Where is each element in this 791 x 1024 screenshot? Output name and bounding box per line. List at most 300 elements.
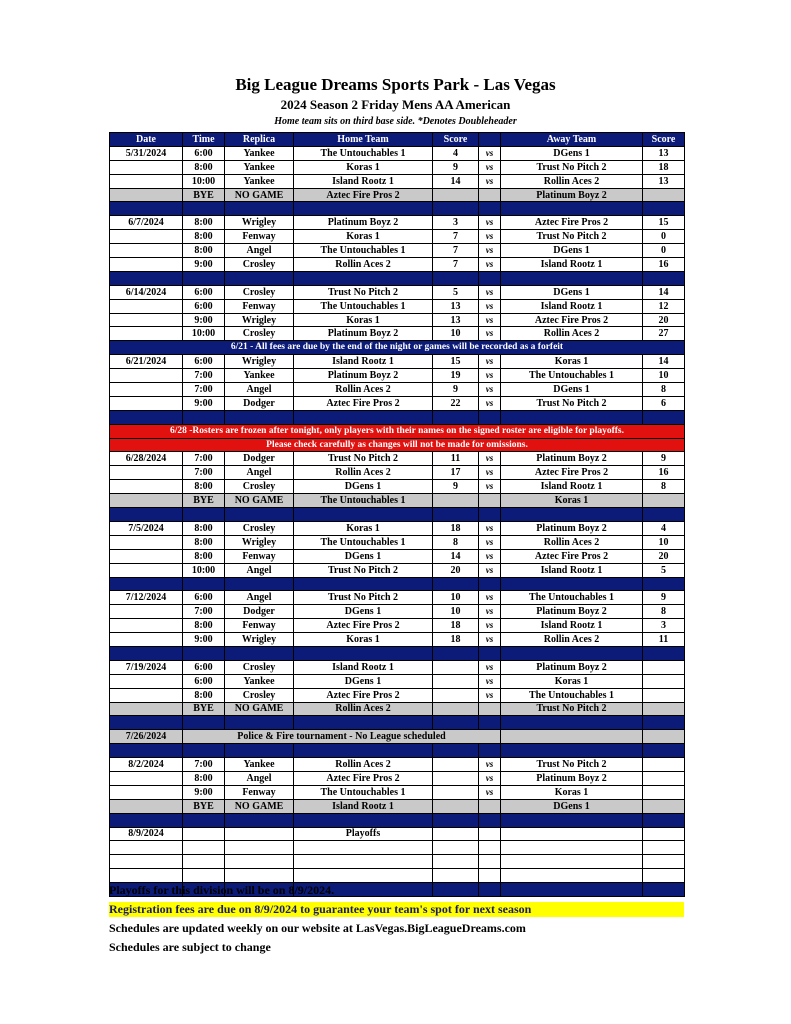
away-score-cell: 13	[643, 146, 685, 160]
separator-cell	[225, 744, 294, 758]
page-subtitle: 2024 Season 2 Friday Mens AA American	[280, 97, 511, 112]
home-score-cell: 18	[433, 633, 479, 647]
week-separator	[110, 716, 685, 730]
home-score-cell: 8	[433, 535, 479, 549]
date-cell	[110, 258, 183, 272]
separator-cell	[183, 577, 225, 591]
schedule-table	[109, 132, 685, 897]
home-score-cell: 14	[433, 549, 479, 563]
schedule-body	[110, 146, 685, 896]
game-row	[110, 466, 685, 480]
separator-cell	[643, 813, 685, 827]
vs-cell: vs	[479, 674, 501, 688]
home-team-cell: Trust No Pitch 2	[294, 452, 433, 466]
time-cell: 10:00	[183, 327, 225, 341]
date-cell	[110, 313, 183, 327]
home-score-cell: 13	[433, 299, 479, 313]
replica-cell: Wrigley	[225, 313, 294, 327]
home-team-cell: Island Rootz 1	[294, 174, 433, 188]
home-score-cell: 13	[433, 313, 479, 327]
date-cell	[110, 466, 183, 480]
col-vs-header	[479, 133, 501, 147]
away-score-cell	[643, 188, 685, 202]
home-team-cell: DGens 1	[294, 605, 433, 619]
game-row	[110, 660, 685, 674]
home-team-cell: DGens 1	[294, 674, 433, 688]
home-score-cell: 9	[433, 383, 479, 397]
vs-cell: vs	[479, 521, 501, 535]
separator-cell	[294, 271, 433, 285]
game-row	[110, 521, 685, 535]
date-cell	[110, 799, 183, 813]
separator-cell	[643, 271, 685, 285]
time-cell: 8:00	[183, 688, 225, 702]
separator-cell	[225, 813, 294, 827]
time-cell: 6:00	[183, 660, 225, 674]
vs-cell: vs	[479, 633, 501, 647]
home-score-cell: 14	[433, 174, 479, 188]
separator-cell	[433, 716, 479, 730]
home-score-cell: 4	[433, 146, 479, 160]
replica-cell: Dodger	[225, 396, 294, 410]
home-score-cell	[433, 785, 479, 799]
home-score-cell: 10	[433, 605, 479, 619]
separator-cell	[110, 577, 183, 591]
date-cell	[110, 174, 183, 188]
game-row	[110, 591, 685, 605]
game-row	[110, 688, 685, 702]
time-cell: 9:00	[183, 633, 225, 647]
week-separator	[110, 508, 685, 522]
col-away-score-header: Score	[643, 133, 685, 147]
time-cell: 6:00	[183, 285, 225, 299]
time-cell: 7:00	[183, 383, 225, 397]
away-team-cell: Trust No Pitch 2	[501, 230, 643, 244]
col-away-team-header: Away Team	[501, 133, 643, 147]
week-separator	[110, 271, 685, 285]
home-team-cell	[294, 869, 433, 883]
home-score-cell: 9	[433, 160, 479, 174]
away-team-cell: DGens 1	[501, 146, 643, 160]
vs-cell	[479, 494, 501, 508]
separator-cell	[110, 508, 183, 522]
home-score-cell	[433, 799, 479, 813]
game-row	[110, 244, 685, 258]
empty-cell	[501, 730, 643, 744]
game-row	[110, 258, 685, 272]
away-team-cell: The Untouchables 1	[501, 688, 643, 702]
separator-cell	[183, 508, 225, 522]
home-team-cell: Koras 1	[294, 633, 433, 647]
date-cell: 8/2/2024	[110, 758, 183, 772]
home-score-cell	[433, 771, 479, 785]
away-team-cell: Island Rootz 1	[501, 563, 643, 577]
home-team-cell: Trust No Pitch 2	[294, 591, 433, 605]
date-cell	[110, 785, 183, 799]
week-separator	[110, 744, 685, 758]
home-score-cell: 17	[433, 466, 479, 480]
away-score-cell: 14	[643, 355, 685, 369]
game-row	[110, 216, 685, 230]
vs-cell: vs	[479, 688, 501, 702]
empty-cell	[643, 730, 685, 744]
time-cell: 8:00	[183, 160, 225, 174]
time-cell: 8:00	[183, 535, 225, 549]
separator-cell	[225, 271, 294, 285]
replica-cell: NO GAME	[225, 799, 294, 813]
home-score-cell: 20	[433, 563, 479, 577]
vs-cell: vs	[479, 285, 501, 299]
time-cell: 9:00	[183, 785, 225, 799]
separator-cell	[643, 883, 685, 897]
time-cell: 8:00	[183, 244, 225, 258]
home-team-cell: Platinum Boyz 2	[294, 216, 433, 230]
replica-cell: NO GAME	[225, 188, 294, 202]
time-cell: 7:00	[183, 758, 225, 772]
vs-cell	[479, 841, 501, 855]
replica-cell: Yankee	[225, 758, 294, 772]
separator-cell	[433, 577, 479, 591]
time-cell: 8:00	[183, 230, 225, 244]
replica-cell: Wrigley	[225, 355, 294, 369]
separator-cell	[433, 271, 479, 285]
notice-text: Please check carefully as changes will not be made for omissions.	[110, 438, 685, 452]
home-score-cell: 11	[433, 452, 479, 466]
time-cell: 6:00	[183, 355, 225, 369]
footer-disclaimer: Schedules are subject to change	[109, 940, 271, 954]
vs-cell: vs	[479, 466, 501, 480]
home-score-cell	[433, 841, 479, 855]
vs-cell: vs	[479, 605, 501, 619]
separator-cell	[183, 813, 225, 827]
away-score-cell: 6	[643, 396, 685, 410]
date-cell: 7/5/2024	[110, 521, 183, 535]
away-team-cell: Platinum Boyz 2	[501, 605, 643, 619]
away-score-cell: 18	[643, 160, 685, 174]
separator-cell	[110, 744, 183, 758]
away-score-cell	[643, 758, 685, 772]
home-team-cell: Island Rootz 1	[294, 355, 433, 369]
home-score-cell	[433, 827, 479, 841]
home-team-cell: Platinum Boyz 2	[294, 369, 433, 383]
separator-cell	[433, 883, 479, 897]
away-score-cell: 11	[643, 633, 685, 647]
replica-cell: Crosley	[225, 521, 294, 535]
bye-row	[110, 799, 685, 813]
replica-cell: Angel	[225, 771, 294, 785]
time-cell: 9:00	[183, 313, 225, 327]
no-league-row	[110, 730, 685, 744]
replica-cell	[225, 827, 294, 841]
separator-cell	[183, 646, 225, 660]
time-cell: 7:00	[183, 452, 225, 466]
separator-cell	[183, 716, 225, 730]
home-score-cell	[433, 494, 479, 508]
home-team-cell: Aztec Fire Pros 2	[294, 619, 433, 633]
home-team-cell: Koras 1	[294, 230, 433, 244]
away-team-cell: Rollin Aces 2	[501, 174, 643, 188]
separator-cell	[110, 646, 183, 660]
vs-cell: vs	[479, 160, 501, 174]
home-team-cell: DGens 1	[294, 549, 433, 563]
vs-cell: vs	[479, 327, 501, 341]
away-team-cell	[501, 855, 643, 869]
replica-cell: Wrigley	[225, 535, 294, 549]
date-cell	[110, 494, 183, 508]
separator-cell	[110, 813, 183, 827]
replica-cell: Yankee	[225, 674, 294, 688]
away-score-cell	[643, 841, 685, 855]
time-cell: 8:00	[183, 480, 225, 494]
date-cell	[110, 855, 183, 869]
time-cell: 7:00	[183, 605, 225, 619]
bye-row	[110, 494, 685, 508]
vs-cell: vs	[479, 563, 501, 577]
separator-cell	[183, 202, 225, 216]
replica-cell: Yankee	[225, 160, 294, 174]
date-cell	[110, 674, 183, 688]
separator-cell	[433, 744, 479, 758]
fees-notice-row	[110, 341, 685, 355]
away-team-cell: Island Rootz 1	[501, 619, 643, 633]
date-cell	[110, 188, 183, 202]
separator-cell	[294, 202, 433, 216]
bye-row	[110, 702, 685, 716]
time-cell: 9:00	[183, 258, 225, 272]
vs-cell: vs	[479, 785, 501, 799]
away-score-cell: 27	[643, 327, 685, 341]
game-row	[110, 855, 685, 869]
vs-cell: vs	[479, 758, 501, 772]
date-cell	[110, 230, 183, 244]
away-score-cell: 20	[643, 313, 685, 327]
date-cell: 7/26/2024	[110, 730, 183, 744]
vs-cell	[479, 827, 501, 841]
away-score-cell	[643, 771, 685, 785]
replica-cell	[225, 855, 294, 869]
game-row	[110, 549, 685, 563]
game-row	[110, 299, 685, 313]
vs-cell: vs	[479, 549, 501, 563]
game-row	[110, 369, 685, 383]
home-team-cell: Island Rootz 1	[294, 799, 433, 813]
time-cell: 7:00	[183, 369, 225, 383]
date-cell: 6/7/2024	[110, 216, 183, 230]
home-team-cell: Rollin Aces 2	[294, 466, 433, 480]
time-cell: 10:00	[183, 174, 225, 188]
vs-cell: vs	[479, 535, 501, 549]
replica-cell: Fenway	[225, 299, 294, 313]
home-score-cell: 18	[433, 521, 479, 535]
home-score-cell: 7	[433, 230, 479, 244]
week-separator	[110, 577, 685, 591]
separator-cell	[183, 410, 225, 424]
vs-cell	[479, 869, 501, 883]
vs-cell: vs	[479, 396, 501, 410]
game-row	[110, 230, 685, 244]
game-row	[110, 160, 685, 174]
home-team-cell: Trust No Pitch 2	[294, 285, 433, 299]
home-team-cell: The Untouchables 1	[294, 494, 433, 508]
away-score-cell: 10	[643, 535, 685, 549]
game-row	[110, 355, 685, 369]
separator-cell	[294, 646, 433, 660]
replica-cell: Angel	[225, 383, 294, 397]
away-score-cell: 15	[643, 216, 685, 230]
date-cell	[110, 619, 183, 633]
away-team-cell: Trust No Pitch 2	[501, 160, 643, 174]
bye-row	[110, 188, 685, 202]
home-score-cell: 10	[433, 591, 479, 605]
time-cell: BYE	[183, 799, 225, 813]
game-row	[110, 605, 685, 619]
date-cell	[110, 563, 183, 577]
home-team-cell: Aztec Fire Pros 2	[294, 688, 433, 702]
away-team-cell: Platinum Boyz 2	[501, 771, 643, 785]
home-score-cell	[433, 674, 479, 688]
home-score-cell: 5	[433, 285, 479, 299]
game-row	[110, 452, 685, 466]
replica-cell: NO GAME	[225, 494, 294, 508]
away-team-cell: Rollin Aces 2	[501, 535, 643, 549]
away-team-cell: Aztec Fire Pros 2	[501, 216, 643, 230]
notice-text: 6/21 - All fees are due by the end of the night or games will be recorded as a forfeit	[110, 341, 685, 355]
vs-cell: vs	[479, 383, 501, 397]
vs-cell	[479, 702, 501, 716]
home-team-cell: Koras 1	[294, 313, 433, 327]
separator-cell	[479, 744, 501, 758]
away-score-cell	[643, 785, 685, 799]
home-team-cell: The Untouchables 1	[294, 535, 433, 549]
separator-cell	[225, 646, 294, 660]
roster-notice-row	[110, 438, 685, 452]
home-team-cell: Rollin Aces 2	[294, 702, 433, 716]
separator-cell	[501, 716, 643, 730]
separator-cell	[501, 202, 643, 216]
vs-cell: vs	[479, 771, 501, 785]
away-team-cell: Koras 1	[501, 355, 643, 369]
vs-cell: vs	[479, 258, 501, 272]
date-cell	[110, 549, 183, 563]
page-title: Big League Dreams Sports Park - Las Vegas	[235, 75, 556, 94]
home-score-cell	[433, 688, 479, 702]
separator-cell	[501, 813, 643, 827]
date-cell	[110, 299, 183, 313]
date-cell: 7/12/2024	[110, 591, 183, 605]
vs-cell: vs	[479, 174, 501, 188]
away-score-cell: 9	[643, 452, 685, 466]
replica-cell: Fenway	[225, 230, 294, 244]
separator-cell	[501, 646, 643, 660]
home-team-cell: Island Rootz 1	[294, 660, 433, 674]
date-cell	[110, 327, 183, 341]
away-score-cell	[643, 688, 685, 702]
separator-cell	[225, 202, 294, 216]
game-row	[110, 327, 685, 341]
separator-cell	[643, 646, 685, 660]
home-score-cell	[433, 660, 479, 674]
away-team-cell: DGens 1	[501, 244, 643, 258]
separator-cell	[479, 646, 501, 660]
col-date-header: Date	[110, 133, 183, 147]
date-cell	[110, 369, 183, 383]
date-cell	[110, 605, 183, 619]
replica-cell	[225, 841, 294, 855]
time-cell: 6:00	[183, 146, 225, 160]
date-cell	[110, 480, 183, 494]
vs-cell: vs	[479, 313, 501, 327]
home-team-cell: Koras 1	[294, 160, 433, 174]
footer-website: Schedules are updated weekly on our website at LasVegas.BigLeagueDreams.com	[109, 921, 526, 935]
separator-cell	[294, 410, 433, 424]
vs-cell: vs	[479, 216, 501, 230]
game-row	[110, 535, 685, 549]
separator-cell	[643, 508, 685, 522]
game-row	[110, 758, 685, 772]
time-cell: 6:00	[183, 299, 225, 313]
away-team-cell: Island Rootz 1	[501, 258, 643, 272]
separator-cell	[183, 271, 225, 285]
separator-cell	[110, 716, 183, 730]
home-score-cell	[433, 758, 479, 772]
away-score-cell: 4	[643, 521, 685, 535]
away-score-cell	[643, 855, 685, 869]
away-score-cell: 0	[643, 244, 685, 258]
replica-cell: Crosley	[225, 660, 294, 674]
away-score-cell: 8	[643, 383, 685, 397]
replica-cell: Crosley	[225, 480, 294, 494]
home-team-cell: The Untouchables 1	[294, 146, 433, 160]
game-row	[110, 563, 685, 577]
replica-cell: Yankee	[225, 174, 294, 188]
week-separator	[110, 646, 685, 660]
vs-cell: vs	[479, 299, 501, 313]
date-cell: 6/14/2024	[110, 285, 183, 299]
replica-cell: Angel	[225, 563, 294, 577]
away-team-cell: Koras 1	[501, 494, 643, 508]
game-row	[110, 174, 685, 188]
replica-cell: Yankee	[225, 369, 294, 383]
home-score-cell	[433, 188, 479, 202]
away-score-cell: 8	[643, 480, 685, 494]
separator-cell	[225, 410, 294, 424]
away-score-cell: 5	[643, 563, 685, 577]
date-cell: 8/9/2024	[110, 827, 183, 841]
home-team-cell	[294, 841, 433, 855]
away-score-cell: 12	[643, 299, 685, 313]
game-row	[110, 619, 685, 633]
date-cell	[110, 160, 183, 174]
away-score-cell: 3	[643, 619, 685, 633]
footer-registration: Registration fees are due on 8/9/2024 to guarantee your team's spot for next season	[109, 902, 684, 917]
roster-notice-row	[110, 424, 685, 438]
vs-cell: vs	[479, 355, 501, 369]
away-team-cell: DGens 1	[501, 799, 643, 813]
replica-cell: Fenway	[225, 619, 294, 633]
time-cell: 8:00	[183, 216, 225, 230]
separator-cell	[643, 202, 685, 216]
home-team-cell: Rollin Aces 2	[294, 258, 433, 272]
separator-cell	[501, 271, 643, 285]
home-score-cell	[433, 869, 479, 883]
away-score-cell: 9	[643, 591, 685, 605]
home-team-cell: The Untouchables 1	[294, 244, 433, 258]
replica-cell: Crosley	[225, 688, 294, 702]
home-score-cell: 18	[433, 619, 479, 633]
vs-cell: vs	[479, 619, 501, 633]
separator-cell	[433, 410, 479, 424]
home-score-cell	[433, 702, 479, 716]
